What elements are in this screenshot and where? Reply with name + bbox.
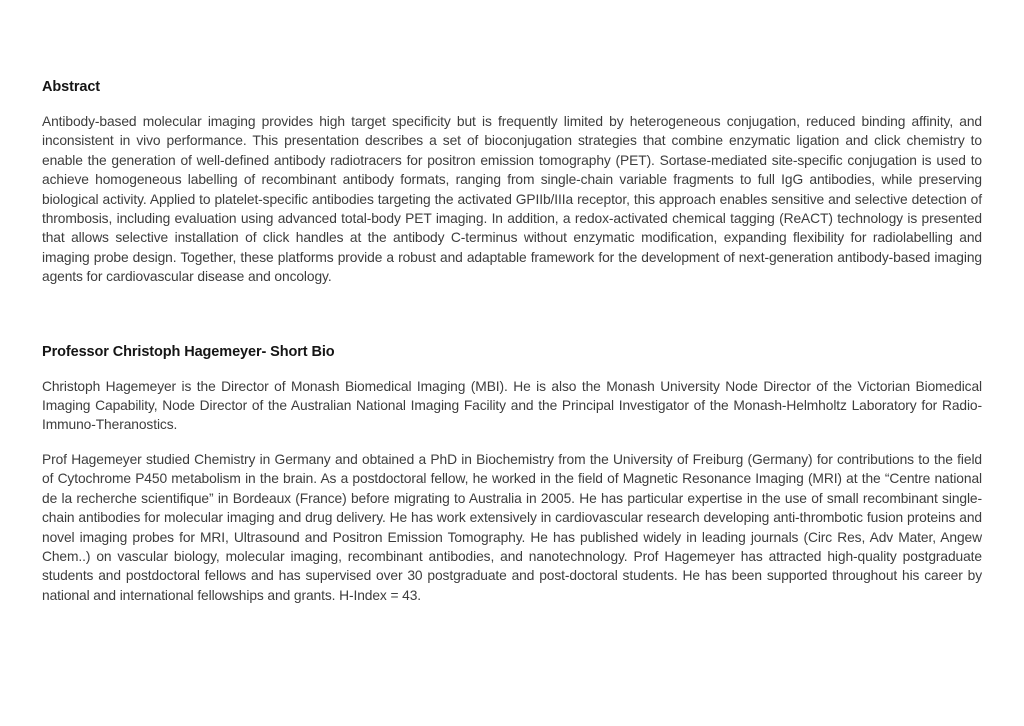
bio-heading: Professor Christoph Hagemeyer- Short Bio	[42, 343, 335, 360]
bio-paragraph-roles: Christoph Hagemeyer is the Director of Monash Biomedical Imaging (MBI). He is also the Monash University Node Director of the Victorian Biomedical Imaging Capability, Node Director of the Australian National Imaging Facility and the Principal Investigator of the Monash-Helmholtz Laboratory for Radio-Immuno-Theranostics.	[42, 378, 982, 433]
abstract-paragraph: Antibody-based molecular imaging provides high target specificity but is frequently limited by heterogeneous conjugation, reduced binding affinity, and inconsistent in vivo performance. This presentation describes a set of bioconjugation strategies that combine enzymatic ligation and click chemistry to enable the generation of well-defined antibody radiotracers for positron emission tomography (PET). Sortase-mediated site-specific conjugation is used to achieve homogeneous labelling of recombinant antibody formats, ranging from single-chain variable fragments to full IgG antibodies, while preserving biological activity. Applied to platelet-specific antibodies targeting the activated GPIIb/IIIa receptor, this approach enables sensitive and selective detection of thrombosis, including evaluation using advanced total-body PET imaging. In addition, a redox-activated chemical tagging (ReACT) technology is presented that allows selective installation of click handles at the antibody C-terminus without enzymatic modification, expanding flexibility for radiolabelling and imaging probe design. Together, these platforms provide a robust and adaptable framework for the development of next-generation antibody-based imaging agents for cardiovascular disease and oncology.	[42, 114, 982, 285]
abstract-heading: Abstract	[42, 79, 101, 95]
bio-paragraph-career: Prof Hagemeyer studied Chemistry in Germany and obtained a PhD in Biochemistry from the University of Freiburg (Germany) for contributions to the field of Cytochrome P450 metabolism in the brain. As a postdoctoral fellow, he worked in the field of Magnetic Resonance Imaging (MRI) at the “Centre national de la recherche scientifique” in Bordeaux (France) before migrating to Australia in 2005. He has particular expertise in the use of small recombinant single-chain antibodies for molecular imaging and drug delivery. He has work extensively in cardiovascular research developing anti-thrombotic fusion proteins and novel imaging probes for MRI, Ultrasound and Positron Emission Tomography. He has published widely in leading journals (Circ Res, Adv Mater, Angew Chem..) on vascular biology, molecular imaging, recombinant antibodies, and nanotechnology. Prof Hagemeyer has attracted high-quality postgraduate students and postdoctoral fellows and has supervised over 30 postgraduate and post-doctoral students. He has been supported throughout his career by national and international fellowships and grants. H-Index = 43.	[42, 451, 982, 603]
abstract-section	[42, 78, 982, 287]
bio-section	[42, 343, 982, 605]
